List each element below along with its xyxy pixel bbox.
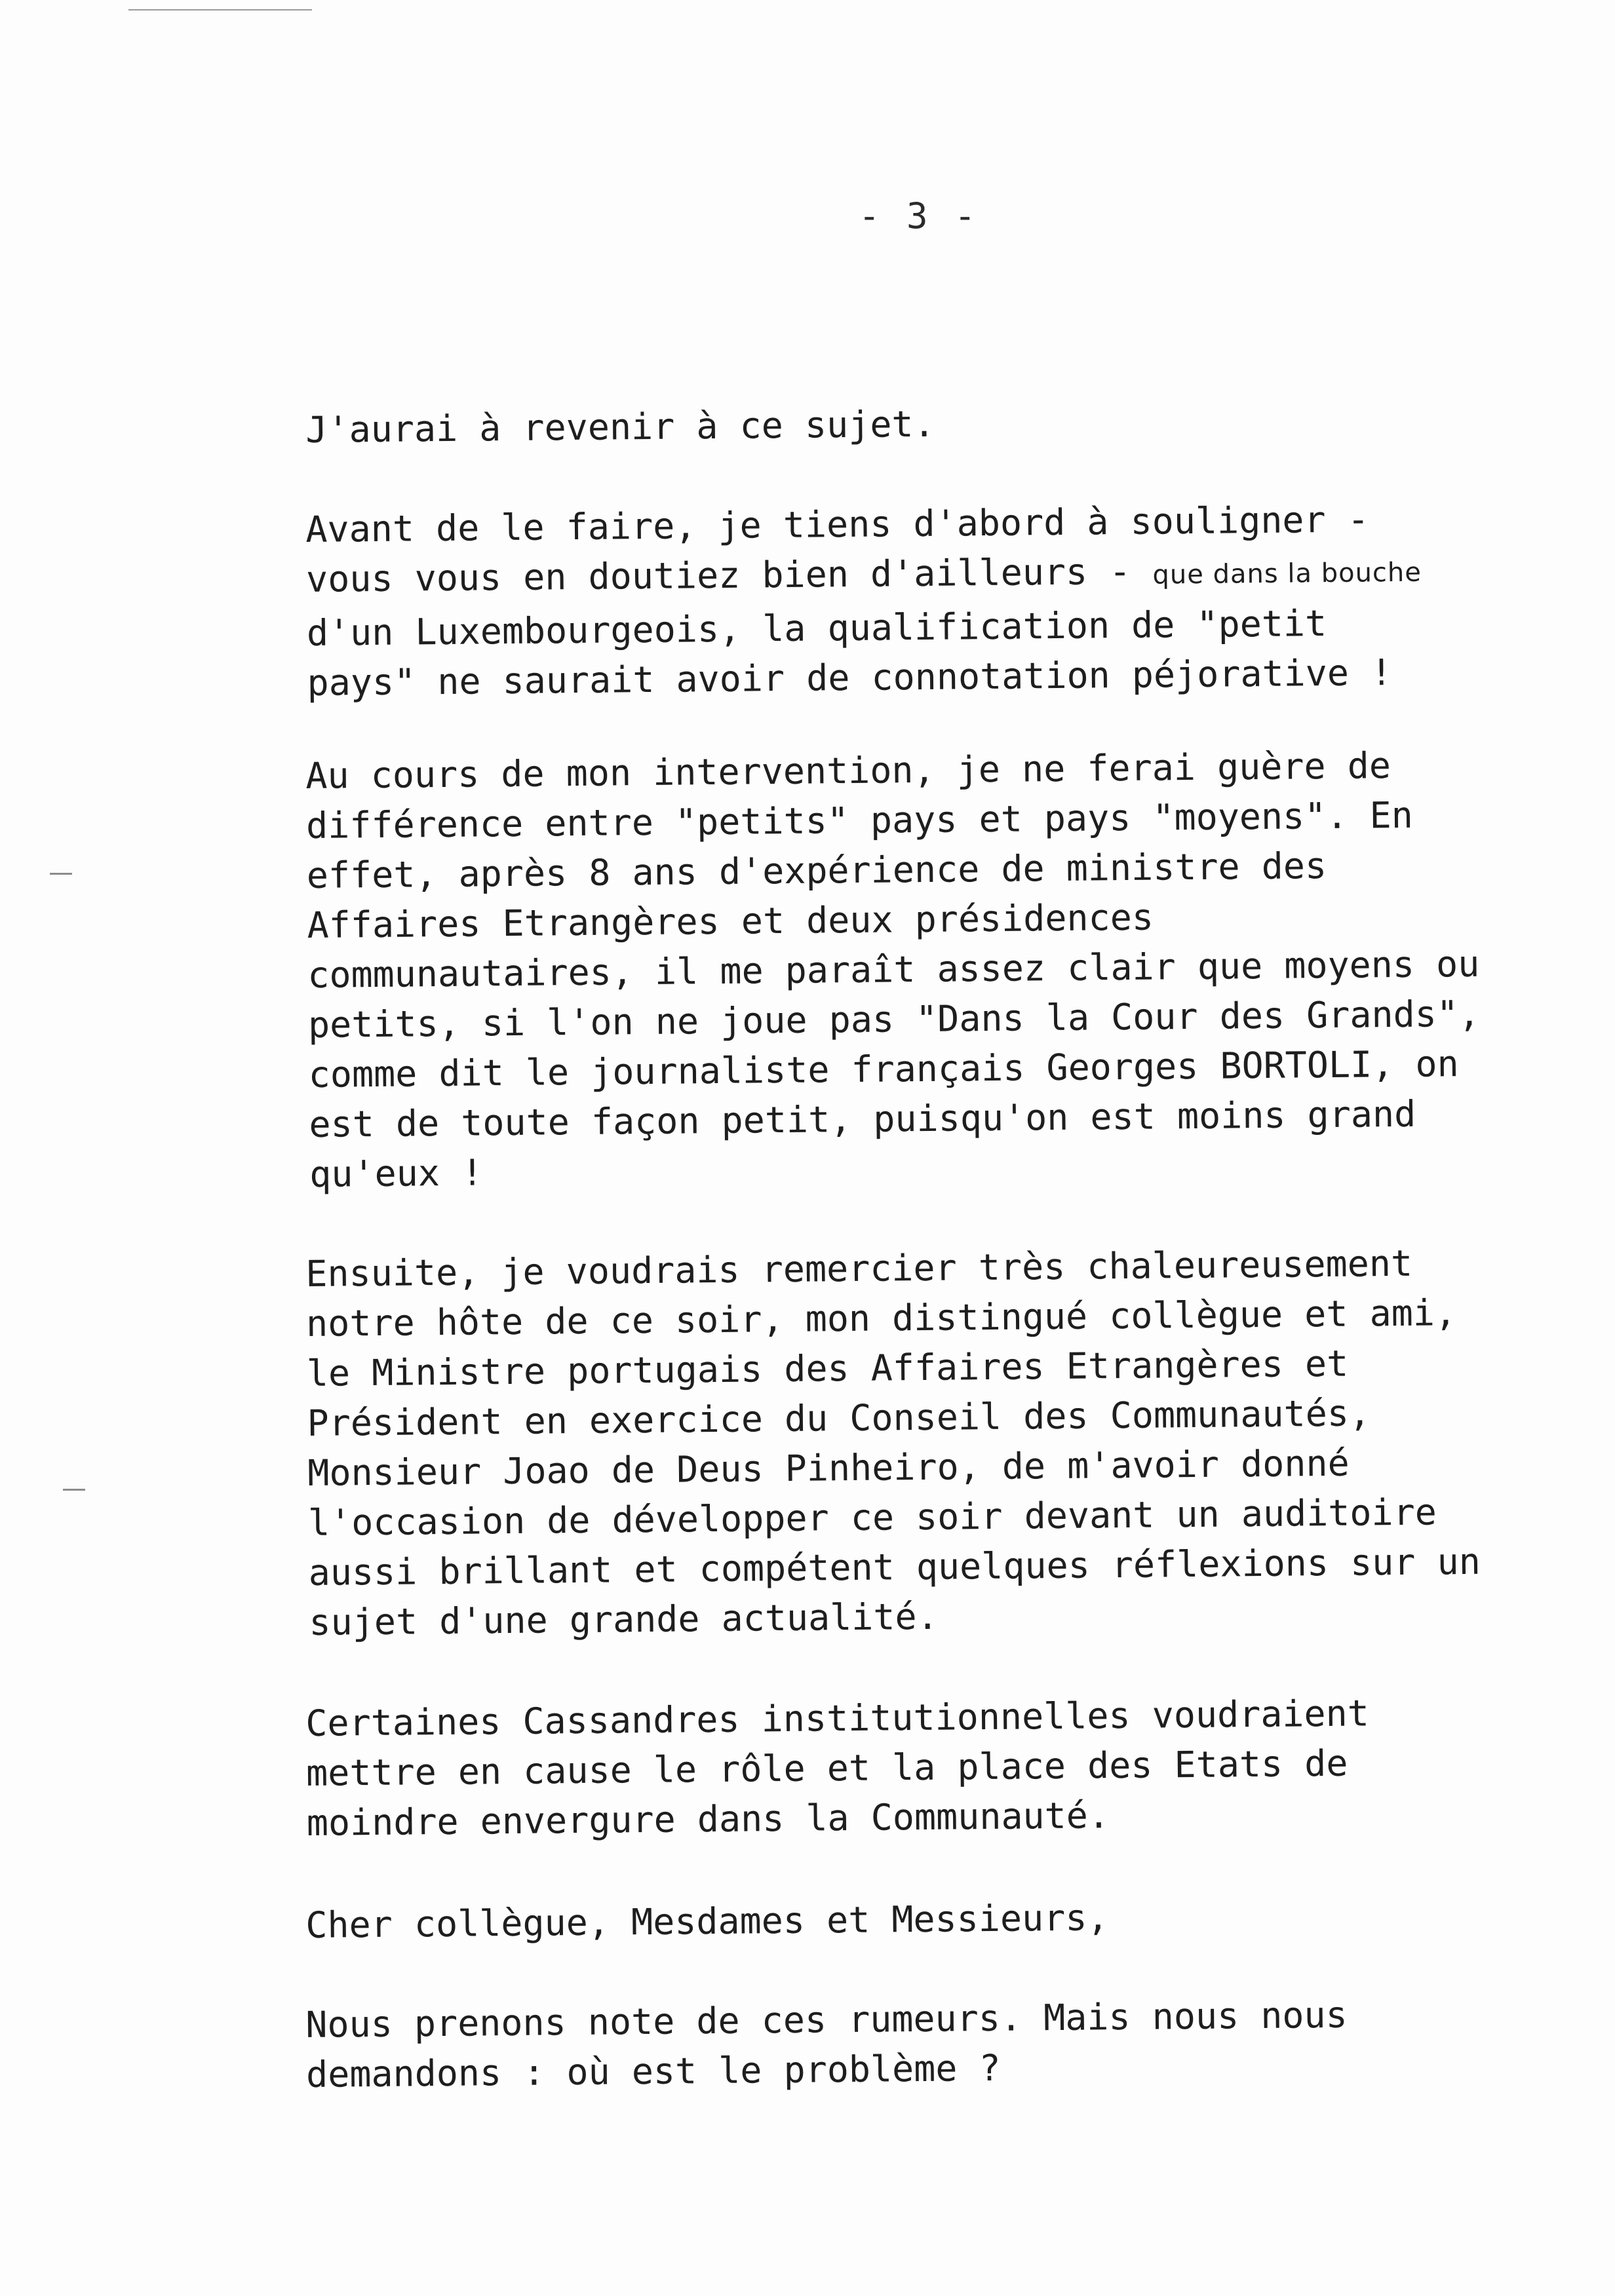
- margin-mark: [63, 1489, 85, 1491]
- scan-artifact-rule: [128, 9, 312, 10]
- paragraph: [305, 1888, 1591, 1950]
- text-line: notre hôte de ce soir, mon distingué collègue et ami,: [305, 1292, 1457, 1345]
- text-line: comme dit le journaliste français Georges BORTOLI, on: [308, 1043, 1459, 1096]
- text-line: sujet d'une grande actualité.: [309, 1595, 939, 1643]
- text-line: mettre en cause le rôle et la place des Etats de: [305, 1742, 1348, 1794]
- text-line: moindre envergure dans la Communauté.: [306, 1794, 1110, 1844]
- text-line: Monsieur Joao de Deus Pinheiro, de m'avoir donné: [307, 1442, 1350, 1494]
- text-segment: vous vous en doutiez bien d'ailleurs -: [305, 550, 1131, 600]
- paragraph: [305, 392, 1591, 455]
- text-line: Ensuite, je voudrais remercier très chaleureusement: [305, 1242, 1413, 1295]
- text-line: aussi brillant et compétent quelques réflexions sur un: [308, 1540, 1481, 1594]
- paragraph: [305, 492, 1592, 708]
- text-line: qu'eux !: [309, 1151, 484, 1195]
- text-line: Président en exercice du Conseil des Communautés,: [307, 1392, 1371, 1444]
- text-line: Nous prenons note de ces rumeurs. Mais nous nous: [305, 1993, 1348, 2046]
- text-line: communautaires, il me paraît assez clair que moyens ou: [307, 942, 1480, 996]
- paragraph: [305, 1987, 1591, 2099]
- text-line: demandons : où est le problème ?: [305, 2046, 1001, 2095]
- text-line: est de toute façon petit, puisqu'on est moins grand: [309, 1092, 1416, 1145]
- text-line: pays" ne saurait avoir de connotation péjorative !: [307, 651, 1393, 704]
- text-line: d'un Luxembourgeois, la qualification de "petit: [306, 602, 1327, 654]
- text-line: le Ministre portugais des Affaires Etrangères et: [306, 1342, 1349, 1394]
- text-line: l'occasion de développer ce soir devant un auditoire: [307, 1491, 1437, 1544]
- paragraph: [305, 1686, 1591, 1848]
- text-line: effet, après 8 ans d'expérience de ministre des: [306, 845, 1327, 896]
- paragraph: [305, 1236, 1594, 1647]
- text-line: différence entre "petits" pays et pays "moyens". En: [305, 794, 1414, 847]
- text-line: Affaires Etrangères et deux présidences: [307, 896, 1154, 946]
- margin-mark: [50, 873, 72, 875]
- page-number: - 3 -: [859, 195, 979, 237]
- text-line: Au cours de mon intervention, je ne ferai guère de: [305, 744, 1391, 797]
- text-line: Certaines Cassandres institutionnelles voudraient: [305, 1692, 1370, 1744]
- text-line: Cher collègue, Mesdames et Messieurs,: [305, 1896, 1109, 1946]
- paragraph: [305, 738, 1594, 1199]
- text-line: petits, si l'on ne joue pas "Dans la Cour des Grands",: [307, 992, 1481, 1046]
- text-line: Avant de le faire, je tiens d'abord à souligner -: [305, 498, 1370, 550]
- inserted-text: que dans la bouche: [1152, 557, 1422, 590]
- text-line: J'aurai à revenir à ce sujet.: [305, 402, 935, 451]
